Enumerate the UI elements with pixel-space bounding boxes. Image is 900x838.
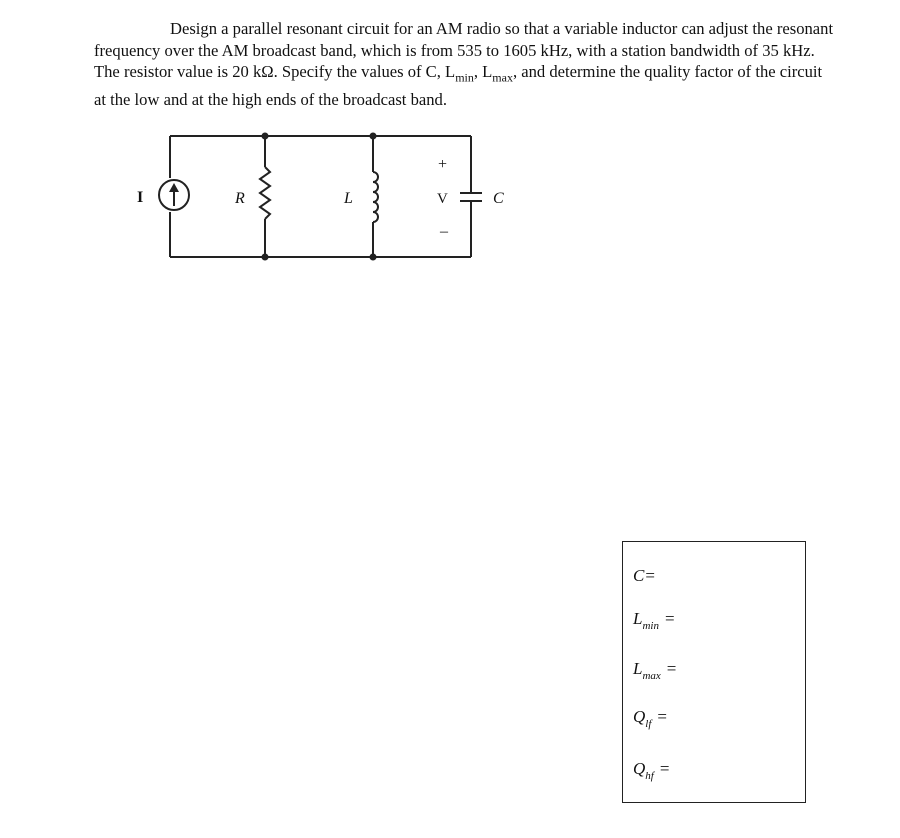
inductor-label: L — [344, 190, 353, 207]
source-label: I — [137, 189, 144, 206]
junction-dot — [262, 254, 269, 261]
problem-end: , and determine the quality factor of the circuit at the low and at the high ends of the broadcast band. — [94, 62, 823, 109]
junction-dot — [370, 254, 377, 261]
answer-lmax: $L_{max}$ = — [633, 659, 677, 682]
inductor-symbol — [373, 172, 378, 222]
answer-lmin: $L_{min}$ = — [633, 609, 675, 632]
lmax-subscript: max — [492, 70, 513, 85]
answer-c: C= — [633, 566, 655, 585]
answer-box — [622, 541, 806, 803]
voltage-plus: + — [438, 156, 448, 173]
capacitor-label: C — [493, 190, 504, 207]
answer-qhf: $Q_{hf}$ = — [633, 759, 670, 782]
voltage-label: V — [437, 191, 448, 207]
junction-dot — [370, 133, 377, 140]
junction-dot — [262, 133, 269, 140]
resistor-symbol — [260, 167, 270, 219]
problem-text: Design a parallel resonant circuit for an AM radio so that a variable inductor can adjust the resonant frequency over the AM broadcast band, which is from 535 to 1605 kHz, with a station bandwidth of 35 kHz. The resistor value is 20 kΩ. Specify the values of C, L — [94, 19, 834, 81]
voltage-minus: – — [440, 223, 448, 240]
lmin-subscript: min — [455, 70, 474, 85]
source-arrow-icon — [169, 183, 179, 206]
resistor-label: R — [235, 190, 245, 207]
problem-mid: , L — [473, 62, 493, 81]
answer-qlf: $Q_{lf}$ = — [633, 707, 667, 730]
